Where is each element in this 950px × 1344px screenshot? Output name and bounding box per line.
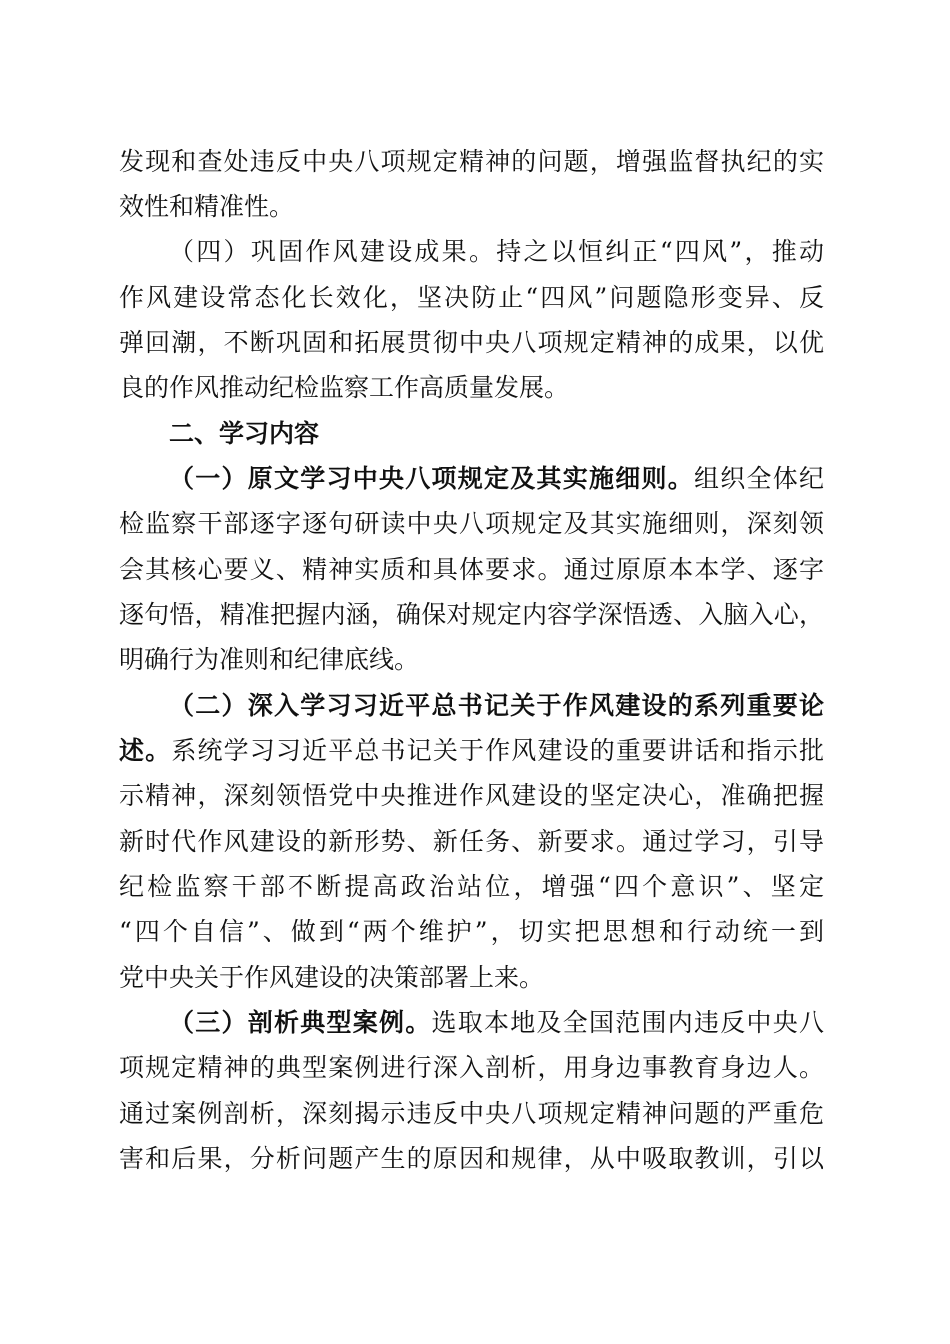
paragraph-line — [169, 1000, 824, 1046]
subsection-title: 述。 — [119, 736, 172, 765]
section-heading: 二、学习内容 — [169, 419, 320, 448]
paragraph-line: 新时代作风建设的新形势、新任务、新要求。通过学习，引导 — [119, 827, 824, 856]
paragraph-text: 系统学习习近平总书记关于作风建设的重要讲话和指示批 — [171, 736, 824, 765]
paragraph-line: 效性和精准性。 — [119, 192, 295, 221]
paragraph-text: 组织全体纪 — [693, 464, 824, 493]
paragraph-line: 党中央关于作风建设的决策部署上来。 — [119, 963, 545, 992]
paragraph-line: “四个自信”、做到“两个维护”，切实把思想和行动统一到 — [119, 917, 824, 946]
paragraph-line: 作风建设常态化长效化，坚决防止“四风”问题隐形变异、反 — [119, 283, 824, 312]
paragraph-line — [119, 728, 824, 774]
paragraph-line — [169, 456, 824, 502]
paragraph-line: 逐句悟，精准把握内涵，确保对规定内容学深悟透、入脑入心， — [119, 600, 824, 629]
paragraph-line: 弹回潮，不断巩固和拓展贯彻中央八项规定精神的成果，以优 — [119, 328, 824, 357]
paragraph-line: 示精神，深刻领悟党中央推进作风建设的坚定决心，准确把握 — [119, 781, 824, 810]
paragraph-line: 检监察干部逐字逐句研读中央八项规定及其实施细则，深刻领 — [119, 509, 824, 538]
paragraph-text: 选取本地及全国范围内违反中央八 — [431, 1008, 824, 1037]
paragraph-line: （四）巩固作风建设成果。持之以恒纠正“四风”，推动 — [169, 237, 824, 266]
paragraph-line: 会其核心要义、精神实质和具体要求。通过原原本本学、逐字 — [119, 555, 824, 584]
paragraph-line: 项规定精神的典型案例进行深入剖析，用身边事教育身边人。 — [119, 1053, 824, 1082]
paragraph-line: 纪检监察干部不断提高政治站位，增强“四个意识”、坚定 — [119, 872, 824, 901]
paragraph-line: 发现和查处违反中央八项规定精神的问题，增强监督执纪的实 — [119, 147, 824, 176]
subsection-title: （二）深入学习习近平总书记关于作风建设的系列重要论 — [169, 691, 824, 720]
subsection-title: （三）剖析典型案例。 — [169, 1008, 432, 1037]
paragraph-line: 明确行为准则和纪律底线。 — [119, 645, 420, 674]
paragraph-line: 通过案例剖析，深刻揭示违反中央八项规定精神问题的严重危 — [119, 1099, 824, 1128]
paragraph-line: 害和后果，分析问题产生的原因和规律，从中吸取教训，引以 — [119, 1144, 824, 1173]
subsection-title: （一）原文学习中央八项规定及其实施细则。 — [169, 464, 694, 493]
paragraph-line: 良的作风推动纪检监察工作高质量发展。 — [119, 373, 570, 402]
